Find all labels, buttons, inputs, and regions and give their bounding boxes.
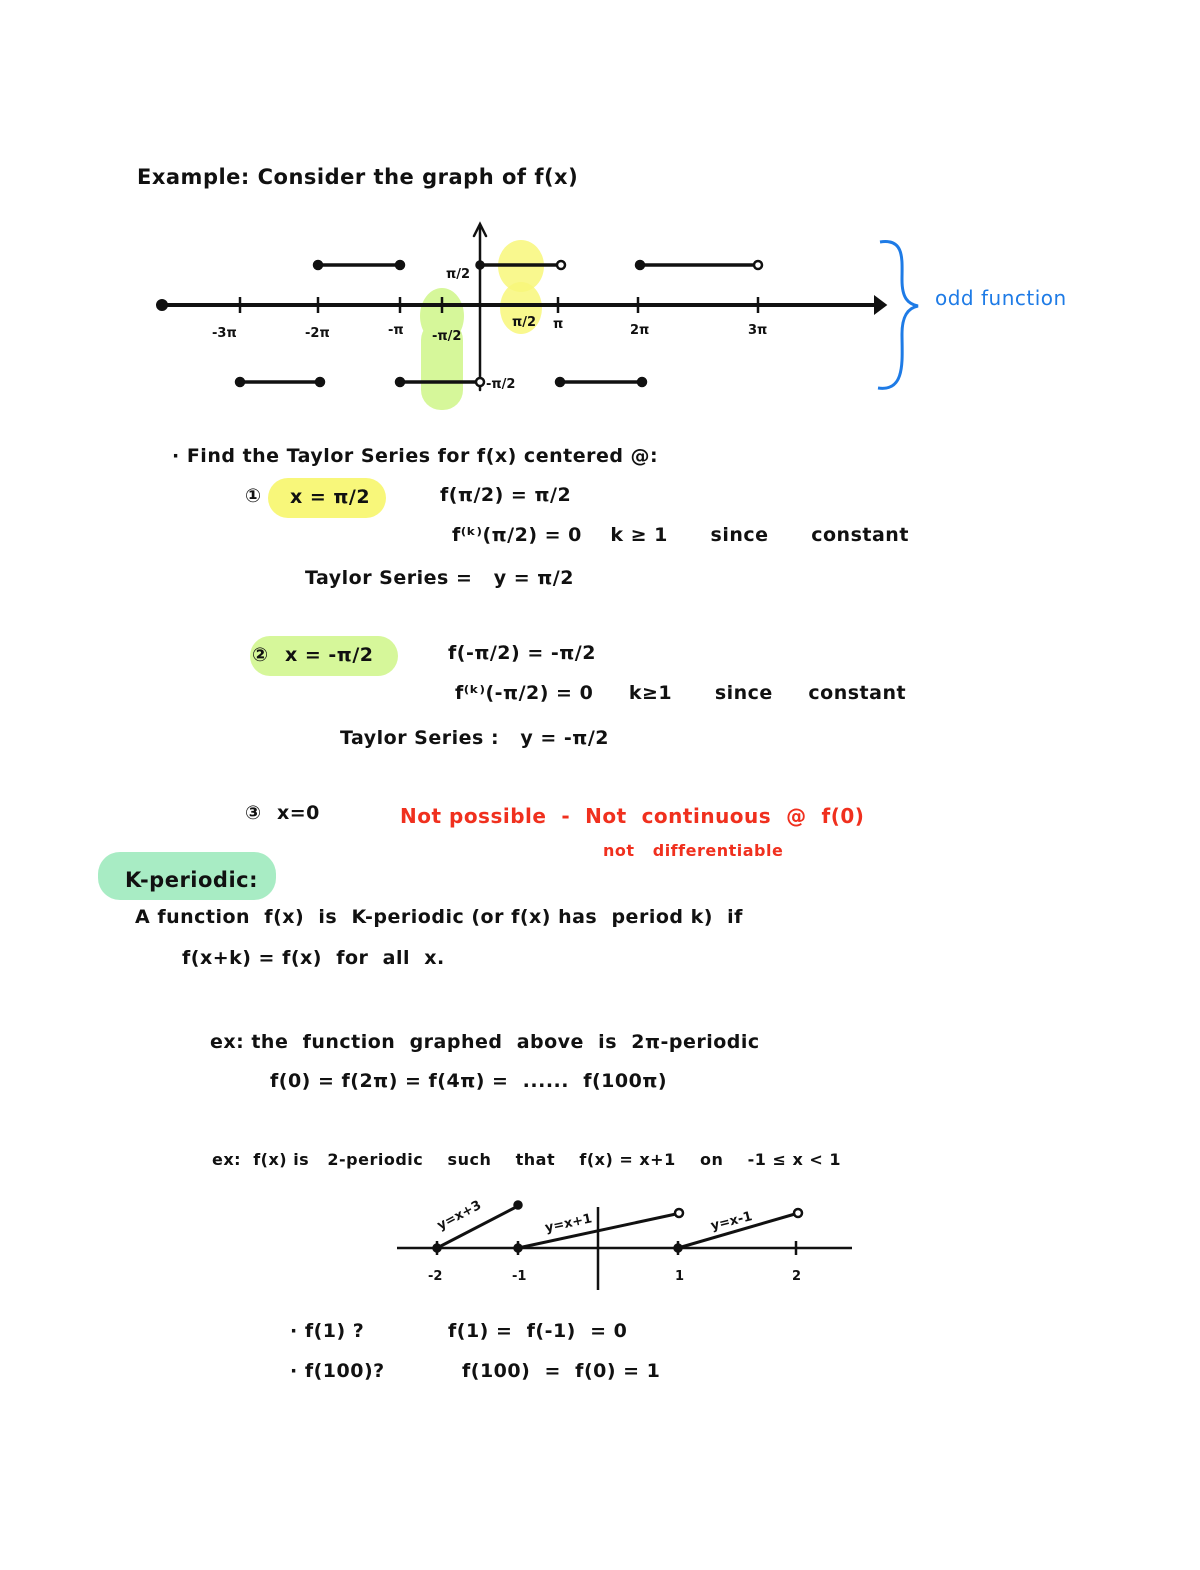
y-label-top: π/2 xyxy=(446,267,471,282)
closed-point xyxy=(637,262,644,269)
tick-label: -π/2 xyxy=(432,329,462,344)
example1-line1: ex: the function graphed above is 2π-periodic xyxy=(210,1031,760,1053)
k-periodic-heading: K-periodic: xyxy=(125,868,258,892)
closed-point xyxy=(477,262,483,268)
case2-series: Taylor Series : y = -π/2 xyxy=(340,727,609,749)
taylor-prompt: · Find the Taylor Series for f(x) centered @: xyxy=(172,445,659,467)
answer-f1: f(1) = f(-1) = 0 xyxy=(448,1320,628,1342)
open-point xyxy=(476,378,484,386)
k-periodic-condition: f(x+k) = f(x) for all x. xyxy=(182,947,445,969)
open-point xyxy=(675,1209,683,1217)
tick-label: π xyxy=(553,317,564,332)
case3-point: x=0 xyxy=(277,802,320,824)
line-label: y=x-1 xyxy=(709,1209,754,1234)
closed-point xyxy=(397,379,404,386)
closed-point xyxy=(397,262,404,269)
question-f100: · f(100)? xyxy=(290,1360,385,1382)
closed-point xyxy=(315,262,322,269)
case2-point: x = -π/2 xyxy=(285,644,374,666)
case1-derivative: f⁽ᵏ⁾(π/2) = 0 k ≥ 1 since constant xyxy=(452,524,909,546)
x-axis-left-end xyxy=(158,301,166,309)
tick-label: 3π xyxy=(748,323,768,338)
case1-series: Taylor Series = y = π/2 xyxy=(305,567,574,589)
closed-point xyxy=(515,1245,522,1252)
tick-label: 1 xyxy=(675,1269,685,1284)
closed-point xyxy=(557,379,564,386)
closed-point xyxy=(675,1245,682,1252)
closed-point xyxy=(317,379,324,386)
case2-derivative: f⁽ᵏ⁾(-π/2) = 0 k≥1 since constant xyxy=(455,682,907,704)
y-label-bottom: -π/2 xyxy=(486,377,516,392)
odd-function-annotation: odd function xyxy=(935,286,1067,310)
open-point xyxy=(794,1209,802,1217)
tick-label: 2π xyxy=(630,323,650,338)
case2-value: f(-π/2) = -π/2 xyxy=(448,642,596,664)
page-title: Example: Consider the graph of f(x) xyxy=(137,165,579,189)
tick-label: 2 xyxy=(792,1269,802,1284)
x-axis-arrow-icon xyxy=(876,299,884,311)
line-label: y=x+3 xyxy=(434,1197,484,1234)
closed-point xyxy=(237,379,244,386)
case3-note: Not possible - Not continuous @ f(0) xyxy=(400,804,865,828)
open-point xyxy=(557,261,565,269)
tick-label: -2π xyxy=(305,326,330,341)
case1-number: ① xyxy=(245,485,262,507)
closed-point xyxy=(515,1202,522,1209)
case3-note2: not differentiable xyxy=(603,841,784,860)
case1-point: x = π/2 xyxy=(290,486,371,508)
tick-label: π/2 xyxy=(512,315,537,330)
tick-label: -π xyxy=(388,323,404,338)
tick-label: -2 xyxy=(428,1269,443,1284)
case3-number: ③ xyxy=(245,802,262,824)
brace-icon xyxy=(878,242,918,389)
closed-point xyxy=(639,379,646,386)
case2-number: ② xyxy=(252,644,269,666)
k-periodic-definition: A function f(x) is K-periodic (or f(x) has period k) if xyxy=(135,906,743,928)
open-point xyxy=(754,261,762,269)
example2-line1: ex: f(x) is 2-periodic such that f(x) = x+1 on -1 ≤ x < 1 xyxy=(212,1150,841,1169)
closed-point xyxy=(434,1245,441,1252)
tick-label: -3π xyxy=(212,326,237,341)
case1-value: f(π/2) = π/2 xyxy=(440,484,572,506)
tick-label: -1 xyxy=(512,1269,527,1284)
answer-f100: f(100) = f(0) = 1 xyxy=(462,1360,661,1382)
question-f1: · f(1) ? xyxy=(290,1320,365,1342)
example1-line2: f(0) = f(2π) = f(4π) = ...... f(100π) xyxy=(270,1070,668,1092)
line-label: y=x+1 xyxy=(543,1211,594,1236)
